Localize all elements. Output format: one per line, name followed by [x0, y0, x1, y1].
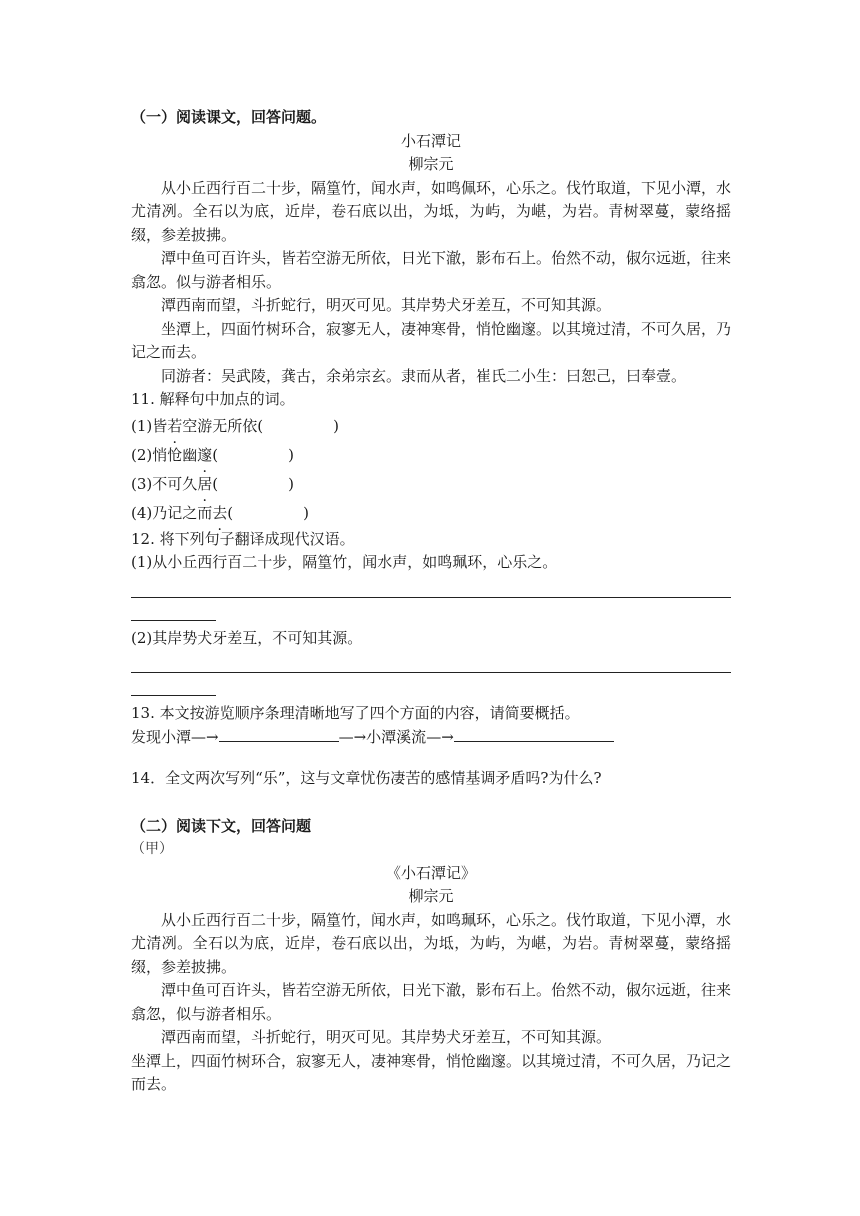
- answer-blank[interactable]: [219, 727, 339, 742]
- arrow: —→: [338, 727, 367, 746]
- q12-sentence-2: (2)其岸势犬牙差互，不可知其源。: [131, 628, 363, 647]
- dotted-word: 若: [167, 416, 183, 435]
- q11-item-2: [131, 441, 731, 470]
- dotted-word: 邃: [197, 445, 213, 464]
- section2-paragraph: 潭中鱼可百许头，皆若空游无所依，日光下澈，影布石上。佁然不动，俶尔远逝，往来翕忽，似与游者相乐。: [131, 981, 732, 1023]
- section2-title: 《小石潭记》: [385, 863, 476, 882]
- section1-paragraph: 坐潭上，四面竹树环合，寂寥无人，凄神寒骨，悄怆幽邃。以其境过清，不可久居，乃记之而去。: [131, 319, 732, 361]
- q11-item-close: ): [288, 445, 294, 464]
- q11-item-close: ): [333, 416, 339, 435]
- q11-item-text: (: [227, 503, 234, 522]
- q11-item-text: 空游无所依(: [182, 416, 264, 435]
- arrow: —→: [191, 727, 219, 746]
- document-page: [131, 100, 731, 1097]
- q11-item-close: ): [288, 474, 294, 493]
- q11-item-text: (1)皆: [131, 416, 168, 435]
- section1-paragraph: 同游者：吴武陵，龚古，余弟宗玄。隶而从者，崔氏二小生：曰恕己，曰奉壹。: [161, 366, 687, 385]
- arrow: —→: [426, 727, 454, 746]
- section1-paragraph: 潭西南而望，斗折蛇行，明灭可见。其岸势犬牙差互，不可知其源。: [161, 296, 612, 314]
- section1-heading: （一）阅读课文，回答问题。: [131, 108, 327, 126]
- q12-title: 12. 将下列句子翻译成现代汉语。: [131, 529, 355, 548]
- q11-title: 11. 解释句中加点的词。: [131, 390, 295, 408]
- answer-line-short[interactable]: [131, 673, 216, 696]
- section1-paragraph: 潭中鱼可百许头，皆若空游无所依，日光下澈，影布石上。佁然不动，俶尔远逝，往来翕忽。似与游者相乐。: [131, 249, 732, 291]
- section2-label: （甲）: [131, 841, 173, 857]
- section2-paragraph: 从小丘西行百二十步，隔篁竹，闻水声，如鸣珮环，心乐之。伐竹取道，下见小潭，水尤清冽。全石以为底，近岸，卷石底以出，为坻，为屿，为嵁，为岩。青树翠蔓，蒙络摇缀，参差披拂。: [131, 910, 732, 976]
- dotted-word: 居: [197, 474, 213, 493]
- q11-item-text: (: [212, 474, 219, 493]
- answer-blank[interactable]: [454, 727, 614, 742]
- q13-sequence: [131, 726, 731, 750]
- answer-line-short[interactable]: [131, 598, 216, 621]
- q11-item-text: (: [212, 445, 219, 464]
- section2-author: 柳宗元: [408, 887, 454, 905]
- q11-item-text: (2)悄怆幽: [131, 445, 198, 464]
- section1-author: 柳宗元: [408, 155, 454, 173]
- q12-sentence-1: (1)从小丘西行百二十步，隔篁竹，闻水声，如鸣珮环，心乐之。: [131, 553, 558, 571]
- section1-title: 小石潭记: [400, 131, 461, 150]
- answer-line[interactable]: [131, 575, 731, 598]
- section2-heading: （二）阅读下文，回答问题: [131, 816, 312, 835]
- answer-line[interactable]: [131, 650, 731, 673]
- q11-item-1: [131, 412, 731, 441]
- q14-title: 14．全文两次写列“乐”，这与文章忧伤凄苦的感情基调矛盾吗?为什么?: [131, 769, 602, 787]
- q11-item-3: [131, 470, 731, 499]
- section2-paragraph: 坐潭上，四面竹树环合，寂寥无人，凄神寒骨，悄怆幽邃。以其境过清，不可久居，乃记之而去。: [131, 1051, 732, 1093]
- dotted-word: 去: [212, 503, 228, 522]
- q13-title: 13. 本文按游览顺序条理清晰地写了四个方面的内容，请简要概括。: [131, 704, 580, 722]
- q13-seq-start: 发现小潭: [131, 727, 192, 746]
- q11-item-text: (4)乃记之而: [131, 503, 213, 522]
- section2-paragraph: 潭西南而望，斗折蛇行，明灭可见。其岸势犬牙差互，不可知其源。: [161, 1028, 612, 1046]
- q11-item-close: ): [303, 503, 309, 522]
- q11-item-text: (3)不可久: [131, 474, 198, 493]
- q11-item-4: [131, 499, 731, 528]
- section1-paragraph: 从小丘西行百二十步，隔篁竹，闻水声，如鸣佩环，心乐之。伐竹取道，下见小潭，水尤清冽。全石以为底，近岸，卷石底以出，为坻，为屿，为嵁，为岩。青树翠蔓，蒙络摇缀，参差披拂。: [131, 178, 732, 244]
- q13-seq-mid: 小潭溪流: [366, 727, 427, 746]
